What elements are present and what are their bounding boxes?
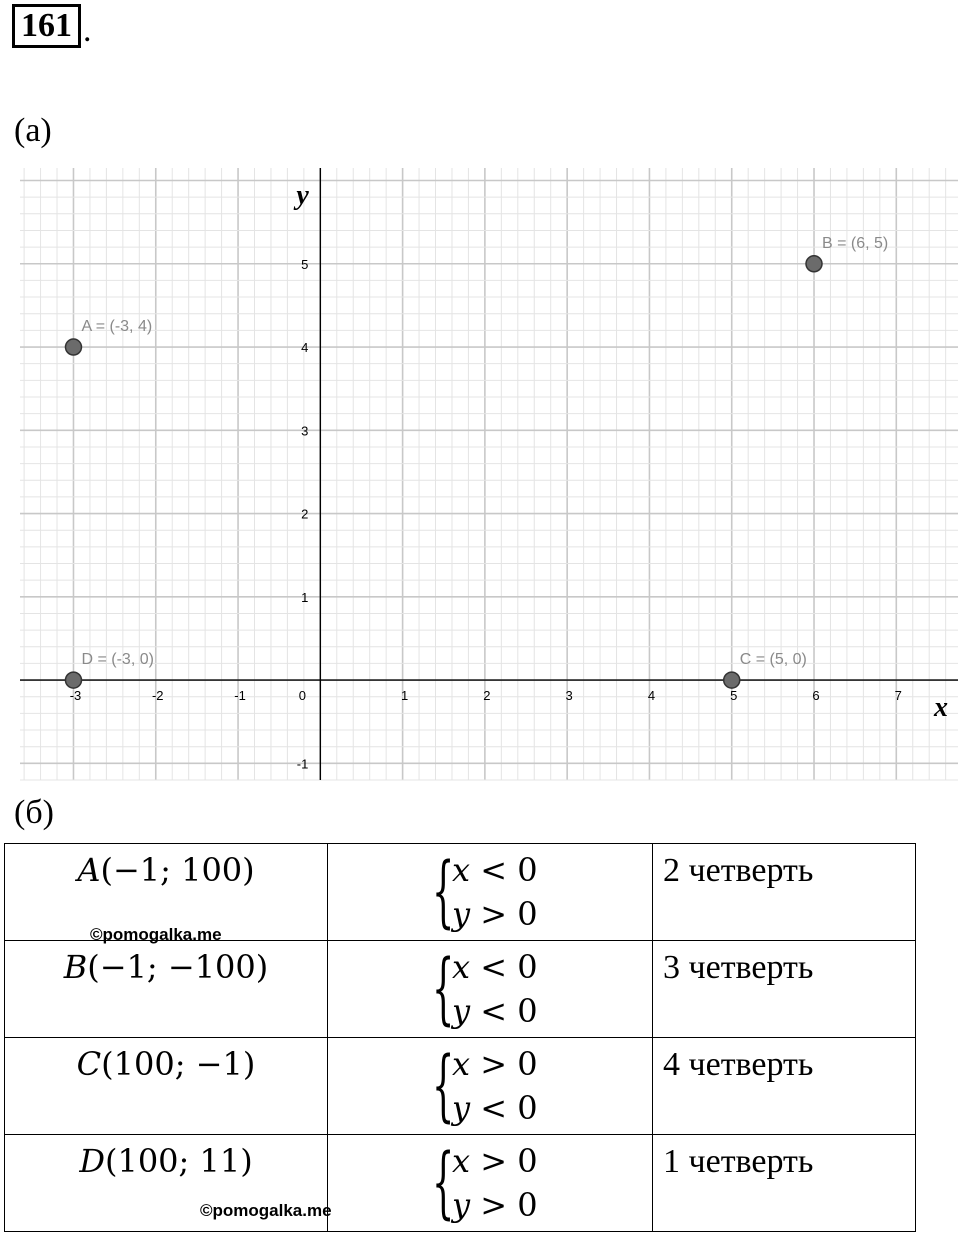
brace-icon: { <box>432 1041 455 1131</box>
quadrant-table <box>4 843 916 1232</box>
variable: x <box>452 1045 471 1083</box>
coordinate-graph <box>0 160 960 785</box>
y-tick-label: 4 <box>301 340 309 356</box>
point-c <box>724 672 740 688</box>
problem-number <box>12 4 92 48</box>
point-cell <box>5 941 328 1038</box>
condition: > 0 <box>470 1045 538 1083</box>
part-b-label: (б) <box>14 794 54 831</box>
quarter-label: 4 четверть <box>663 1046 814 1083</box>
x-condition <box>452 1042 538 1086</box>
quarter-label: 3 четверть <box>663 949 814 986</box>
quarter-label: 2 четверть <box>663 852 814 889</box>
x-tick-label: -3 <box>69 688 82 704</box>
variable: y <box>452 1089 471 1127</box>
problem-number-dot: . <box>83 12 92 49</box>
inequality-lines <box>452 848 538 936</box>
inequality-system <box>432 1139 538 1227</box>
condition: > 0 <box>470 895 538 933</box>
table-row <box>5 941 916 1038</box>
quarter-label: 1 четверть <box>663 1143 814 1180</box>
inequality-system <box>432 1042 538 1130</box>
system-cell <box>328 1038 653 1135</box>
y-tick-label: 3 <box>301 423 309 439</box>
watermark-1: ©pomogalka.me <box>90 925 222 944</box>
y-tick-label: 5 <box>301 256 309 272</box>
x-tick-label: 0 <box>298 688 306 704</box>
point-label-a: A = (-3, 4) <box>81 318 153 336</box>
variable: y <box>452 895 471 933</box>
y-tick-label: -1 <box>296 756 309 772</box>
point-label-b: B = (6, 5) <box>822 234 889 252</box>
inequality-lines <box>452 1042 538 1130</box>
x-tick-label: 3 <box>565 688 573 704</box>
point-b <box>806 256 822 272</box>
variable: x <box>452 1142 471 1180</box>
condition: < 0 <box>470 851 538 889</box>
quarter-cell <box>653 1038 916 1135</box>
system-cell <box>328 844 653 941</box>
condition: < 0 <box>470 1089 538 1127</box>
x-tick-label: -1 <box>234 688 246 704</box>
part-a-label: (а) <box>14 112 52 149</box>
inequality-system <box>432 945 538 1033</box>
condition: > 0 <box>470 1142 538 1180</box>
y-condition <box>452 892 538 936</box>
point-coordinates <box>5 941 327 993</box>
point-a <box>65 339 81 355</box>
quarter-cell <box>653 844 916 941</box>
brace-icon: { <box>432 1138 455 1228</box>
x-tick-label: 4 <box>647 688 656 704</box>
table-row <box>5 1038 916 1135</box>
condition: < 0 <box>470 948 538 986</box>
coordinates-value: (−1; −100) <box>87 948 269 986</box>
point-letter: B <box>63 948 88 986</box>
x-tick-label: 2 <box>483 688 491 704</box>
x-tick-label: -2 <box>151 688 164 704</box>
table-row <box>5 1135 916 1232</box>
point-letter: C <box>76 1045 102 1083</box>
point-coordinates <box>5 1135 327 1187</box>
point-coordinates <box>5 844 327 896</box>
y-condition <box>452 989 538 1033</box>
y-condition <box>452 1086 538 1130</box>
point-letter: D <box>79 1142 105 1180</box>
x-tick-label: 5 <box>730 688 738 704</box>
x-tick-label: 6 <box>812 688 820 704</box>
coordinates-value: (100; −1) <box>101 1045 256 1083</box>
point-cell <box>5 1038 328 1135</box>
x-condition <box>452 848 538 892</box>
variable: x <box>452 851 471 889</box>
problem-number-box: 161 <box>12 4 81 48</box>
point-letter: A <box>77 851 101 889</box>
point-coordinates <box>5 1038 327 1090</box>
y-tick-label: 1 <box>301 589 309 605</box>
x-tick-label: 7 <box>894 688 902 704</box>
variable: y <box>452 992 471 1030</box>
brace-icon: { <box>432 944 455 1034</box>
watermark-2: ©pomogalka.me <box>200 1201 332 1220</box>
quarter-cell <box>653 941 916 1038</box>
y-axis-label: y <box>296 180 309 211</box>
quarter-cell <box>653 1135 916 1232</box>
point-label-c: C = (5, 0) <box>739 651 807 669</box>
inequality-system <box>432 848 538 936</box>
condition: > 0 <box>470 1186 538 1224</box>
point-d <box>65 672 81 688</box>
coordinates-value: (−1; 100) <box>100 851 255 889</box>
variable: y <box>452 1186 471 1224</box>
system-cell <box>328 1135 653 1232</box>
inequality-lines <box>452 945 538 1033</box>
y-tick-label: 2 <box>301 506 309 522</box>
x-condition <box>452 945 538 989</box>
condition: < 0 <box>470 992 538 1030</box>
coordinates-value: (100; 11) <box>104 1142 253 1180</box>
x-axis-label: x <box>934 692 948 724</box>
variable: x <box>452 948 471 986</box>
x-tick-label: 1 <box>400 688 409 704</box>
inequality-lines <box>452 1139 538 1227</box>
x-condition <box>452 1139 538 1183</box>
brace-icon: { <box>432 847 455 937</box>
system-cell <box>328 941 653 1038</box>
y-condition <box>452 1183 538 1227</box>
point-label-d: D = (-3, 0) <box>81 651 154 669</box>
